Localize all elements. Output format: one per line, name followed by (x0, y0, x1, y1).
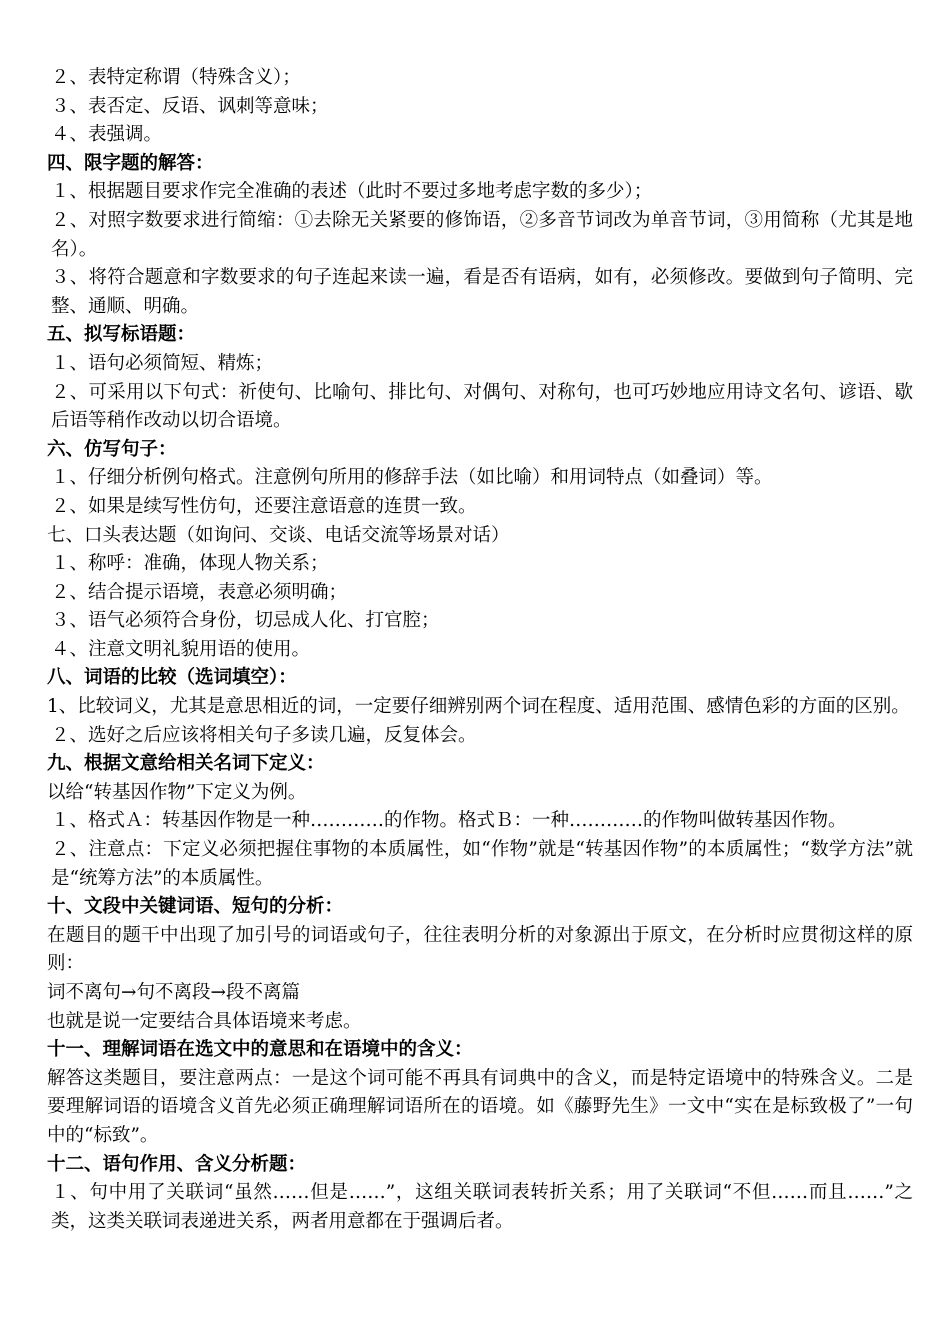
list-item: ４、表强调。 (51, 124, 163, 146)
list-item: １、称呼：准确，体现人物关系； (51, 553, 329, 575)
paragraph: 也就是说一定要结合具体语境来考虑。 (47, 1010, 362, 1032)
list-item: ３、表否定、反语、讽刺等意味； (51, 95, 329, 117)
list-item: ２、注意点：下定义必须把握住事物的本质属性，如“作物”就是“转基因作物”的本质属性；“数学方法”就是“统筹方法”的本质属性。 (51, 839, 913, 889)
section-heading: 十、文段中关键词语、短句的分析： (47, 896, 344, 918)
document-page (47, 64, 913, 1236)
section-heading: 十二、语句作用、含义分析题： (47, 1153, 307, 1175)
list-item: ２、结合提示语境，表意必须明确； (51, 581, 348, 603)
section-heading: 四、限字题的解答： (47, 152, 214, 174)
section-heading: 五、拟写标语题： (47, 324, 196, 346)
section-heading: 八、词语的比较（选词填空）： (47, 667, 297, 689)
section-heading-plain: 七、口头表达题（如询问、交谈、电话交流等场景对话） (47, 524, 510, 546)
list-item: 1、比较词义，尤其是意思相近的词，一定要仔细辨别两个词在程度、适用范围、感情色彩的方面的区别。 (47, 696, 910, 718)
list-item: １、根据题目要求作完全准确的表述（此时不要过多地考虑字数的多少）； (51, 181, 653, 203)
list-item: １、语句必须简短、精炼； (51, 352, 274, 374)
list-item: ２、选好之后应该将相关句子多读几遍，反复体会。 (51, 724, 477, 746)
list-item: ２、对照字数要求进行简缩：①去除无关紧要的修饰语，②多音节词改为单音节词，③用简称（尤其是地名）。 (51, 209, 913, 260)
list-item: ４、注意文明礼貌用语的使用。 (51, 638, 311, 660)
list-item: １、句中用了关联词“虽然……但是……”，这组关联词表转折关系；用了关联词“不但……而且……”之类，这类关联词表递进关系，两者用意都在于强调后者。 (51, 1182, 913, 1232)
list-item: １、格式Ａ：转基因作物是一种…………的作物。格式Ｂ：一种…………的作物叫做转基因作物。 (51, 810, 847, 832)
paragraph: 在题目的题干中出现了加引号的词语或句子，往往表明分析的对象源出于原文，在分析时应贯彻这样的原则： (47, 924, 913, 975)
list-item: １、仔细分析例句格式。注意例句所用的修辞手法（如比喻）和用词特点（如叠词）等。 (51, 467, 773, 489)
paragraph: 词不离句→句不离段→段不离篇 (47, 982, 301, 1003)
paragraph: 以给“转基因作物”下定义为例。 (47, 781, 307, 803)
section-heading: 九、根据文意给相关名词下定义： (47, 753, 325, 775)
section-heading: 六、仿写句子： (47, 438, 177, 460)
section-heading: 十一、理解词语在选文中的意思和在语境中的含义： (47, 1039, 473, 1061)
list-item: ３、将符合题意和字数要求的句子连起来读一遍，看是否有语病，如有，必须修改。要做到句子简明、完整、通顺、明确。 (51, 267, 913, 317)
list-item: ２、可采用以下句式：祈使句、比喻句、排比句、对偶句、对称句，也可巧妙地应用诗文名句、谚语、歇后语等稍作改动以切合语境。 (51, 381, 913, 432)
list-item: ３、语气必须符合身份，切忌成人化、打官腔； (51, 610, 440, 632)
list-item: ２、表特定称谓（特殊含义）； (51, 67, 301, 88)
paragraph: 解答这类题目，要注意两点：一是这个词可能不再具有词典中的含义，而是特定语境中的特殊含义。二是要理解词语的语境含义首先必须正确理解词语所在的语境。如《藤野先生》一文中“实在是标致极了”一句中的“标致”。 (47, 1067, 913, 1146)
list-item: ２、如果是续写性仿句，还要注意语意的连贯一致。 (51, 495, 477, 517)
